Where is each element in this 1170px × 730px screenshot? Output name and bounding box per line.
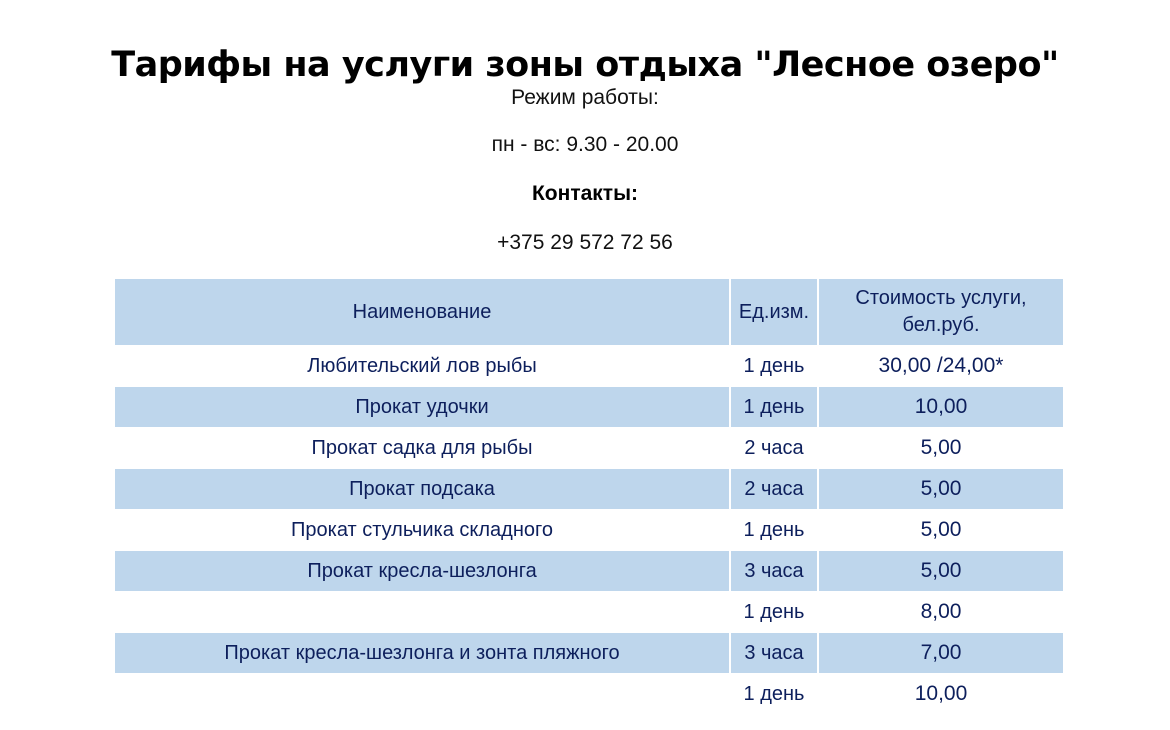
cell-unit: 2 часа [731,468,819,509]
schedule-value: пн - вс: 9.30 - 20.00 [491,133,679,156]
table-row [115,673,1063,714]
cell-name: Прокат удочки [115,386,731,427]
page-title: Тарифы на услуги зоны отдыха "Лесное озеро" [111,45,1059,86]
cell-price: 5,00 [819,509,1063,550]
table-row [115,509,1063,550]
cell-unit: 1 день [731,345,819,386]
cell-name: Прокат кресла-шезлонга [115,550,731,591]
cell-unit: 1 день [731,591,819,632]
cell-price: 7,00 [819,632,1063,673]
table-row [115,632,1063,673]
cell-name: Любительский лов рыбы [115,345,731,386]
cell-unit: 3 часа [731,632,819,673]
header-unit: Ед.изм. [731,279,819,345]
schedule-label: Режим работы: [511,86,659,109]
header-name: Наименование [115,279,731,345]
cell-price: 5,00 [819,468,1063,509]
cell-name: Прокат подсака [115,468,731,509]
contacts-label: Контакты: [531,182,638,205]
cell-unit: 1 день [731,509,819,550]
cell-price: 5,00 [819,427,1063,468]
cell-price: 30,00 /24,00* [819,345,1063,386]
cell-unit: 1 день [731,673,819,714]
cell-name: Прокат кресла-шезлонга и зонта пляжного [115,632,731,673]
tariffs-table [115,279,1063,714]
cell-unit: 3 часа [731,550,819,591]
table-row [115,468,1063,509]
table-header-row [115,279,1063,345]
cell-price: 10,00 [819,386,1063,427]
cell-name [115,673,731,714]
cell-price: 8,00 [819,591,1063,632]
table-row [115,386,1063,427]
table-row [115,550,1063,591]
table-row [115,591,1063,632]
cell-price: 5,00 [819,550,1063,591]
table-row [115,427,1063,468]
cell-name: Прокат стульчика складного [115,509,731,550]
table-row [115,345,1063,386]
header-price: Стоимость услуги, бел.руб. [819,279,1063,345]
cell-unit: 2 часа [731,427,819,468]
cell-price: 10,00 [819,673,1063,714]
cell-name: Прокат садка для рыбы [115,427,731,468]
cell-unit: 1 день [731,386,819,427]
cell-name [115,591,731,632]
contacts-phone: +375 29 572 72 56 [497,231,673,254]
